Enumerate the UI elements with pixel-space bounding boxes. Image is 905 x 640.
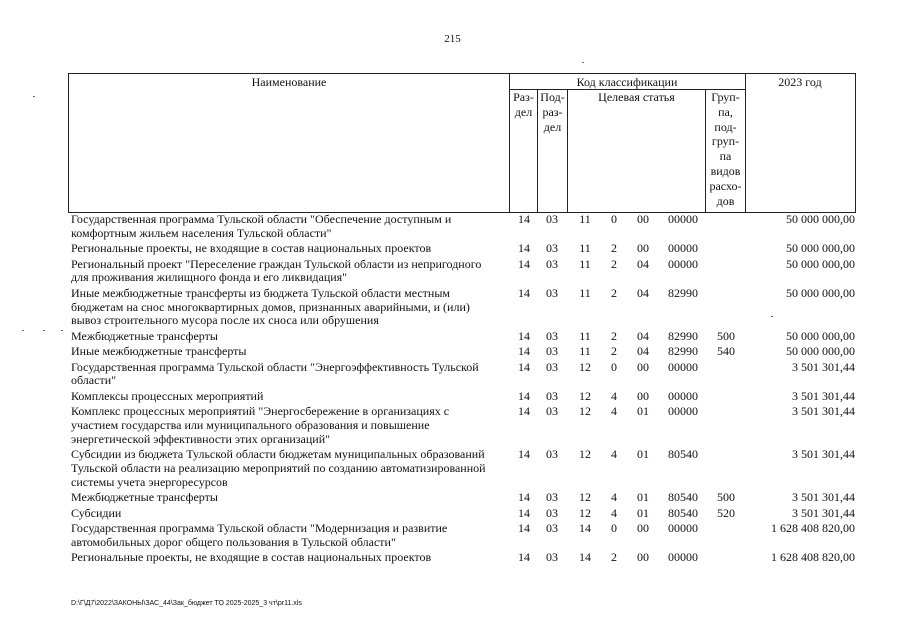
table-row — [0, 522, 905, 551]
page-number: 215 — [444, 33, 461, 45]
table-row — [0, 345, 905, 360]
cell-podrazdel: 03 — [546, 505, 558, 520]
cell-prog: 12 — [579, 490, 591, 505]
cell-dir: 00000 — [668, 241, 698, 256]
row-name — [71, 213, 501, 241]
table-body — [0, 213, 905, 566]
cell-type: 2 — [611, 285, 617, 300]
cell-prog: 11 — [579, 344, 591, 359]
cell-amount: 50 000 000,00 — [786, 285, 855, 300]
cell-sub: 00 — [637, 520, 649, 535]
row-name-line: Государственная программа Тульской области "Энергоэффективность Тульской — [71, 359, 479, 374]
table-row — [0, 213, 905, 242]
cell-dir: 82990 — [668, 285, 698, 300]
scan-speck — [22, 330, 24, 331]
cell-prog: 11 — [579, 241, 591, 256]
cell-prog: 11 — [579, 212, 591, 226]
cell-dir: 00000 — [668, 212, 698, 226]
row-name — [71, 361, 501, 389]
cell-razdel: 14 — [518, 212, 530, 226]
row-name — [71, 345, 501, 359]
cell-dir: 80540 — [668, 447, 698, 462]
row-name-line: вывоз строительного мусора после их сноса или обрушения — [71, 313, 379, 328]
row-name-line: бюджетам на снос многоквартирных домов, признанных аварийными, и (или) — [71, 299, 470, 314]
cell-amount: 50 000 000,00 — [786, 241, 855, 256]
cell-dir: 00000 — [668, 388, 698, 403]
cell-podrazdel: 03 — [546, 447, 558, 462]
cell-dir: 80540 — [668, 490, 698, 505]
cell-amount: 3 501 301,44 — [792, 505, 855, 520]
cell-razdel: 14 — [518, 404, 530, 419]
row-name-line: Субсидии из бюджета Тульской области бюджетам муниципальных образований — [71, 447, 485, 462]
cell-type: 4 — [611, 447, 617, 462]
scan-speck — [582, 62, 584, 63]
row-name — [71, 242, 501, 256]
table-row — [0, 258, 905, 287]
cell-prog: 12 — [579, 359, 591, 374]
cell-sub: 00 — [637, 212, 649, 226]
cell-sub: 01 — [637, 505, 649, 520]
cell-amount: 50 000 000,00 — [786, 344, 855, 359]
cell-podrazdel: 03 — [546, 388, 558, 403]
cell-type: 2 — [611, 256, 617, 271]
row-name-line: Государственная программа Тульской области "Обеспечение доступным и — [71, 212, 452, 226]
scan-speck — [771, 316, 773, 317]
cell-prog: 11 — [579, 285, 591, 300]
cell-sub: 00 — [637, 388, 649, 403]
cell-prog: 12 — [579, 388, 591, 403]
cell-razdel: 14 — [518, 328, 530, 343]
row-name-line: Субсидии — [71, 505, 122, 520]
cell-dir: 82990 — [668, 328, 698, 343]
row-name — [71, 390, 501, 404]
cell-sub: 00 — [637, 241, 649, 256]
cell-prog: 12 — [579, 447, 591, 462]
header-section: Раз- дел — [513, 90, 534, 119]
header-year: 2023 год — [778, 75, 822, 89]
cell-vid: 520 — [717, 505, 735, 520]
cell-amount: 3 501 301,44 — [792, 359, 855, 374]
cell-type: 0 — [611, 359, 617, 374]
cell-sub: 01 — [637, 447, 649, 462]
cell-sub: 00 — [637, 359, 649, 374]
table-row — [0, 242, 905, 257]
row-name-line: системы учета энергоресурсов — [71, 474, 228, 489]
cell-podrazdel: 03 — [546, 212, 558, 226]
cell-razdel: 14 — [518, 520, 530, 535]
cell-razdel: 14 — [518, 550, 530, 565]
row-name-line: Межбюджетные трансферты — [71, 490, 218, 505]
cell-podrazdel: 03 — [546, 404, 558, 419]
cell-razdel: 14 — [518, 505, 530, 520]
row-name-line: Региональные проекты, не входящие в состав национальных проектов — [71, 550, 432, 565]
cell-prog: 12 — [579, 404, 591, 419]
row-name-line: Комплекс процессных мероприятий "Энергосбережение в организациях с — [71, 404, 450, 419]
cell-amount: 1 628 408 820,00 — [771, 520, 855, 535]
cell-amount: 3 501 301,44 — [792, 490, 855, 505]
table-row — [0, 507, 905, 522]
cell-amount: 50 000 000,00 — [786, 256, 855, 271]
cell-amount: 1 628 408 820,00 — [771, 550, 855, 565]
cell-dir: 00000 — [668, 404, 698, 419]
header-group: Груп- па, под- груп- па видов расхо- дов — [709, 90, 742, 208]
cell-razdel: 14 — [518, 490, 530, 505]
cell-prog: 11 — [579, 328, 591, 343]
cell-podrazdel: 03 — [546, 285, 558, 300]
cell-prog: 14 — [579, 520, 591, 535]
cell-podrazdel: 03 — [546, 520, 558, 535]
cell-type: 0 — [611, 212, 617, 226]
cell-razdel: 14 — [518, 256, 530, 271]
row-name — [71, 258, 501, 286]
cell-amount: 3 501 301,44 — [792, 404, 855, 419]
cell-amount: 3 501 301,44 — [792, 388, 855, 403]
cell-dir: 80540 — [668, 505, 698, 520]
cell-type: 2 — [611, 344, 617, 359]
cell-dir: 00000 — [668, 520, 698, 535]
table-row — [0, 448, 905, 491]
header-target: Целевая статья — [598, 90, 675, 104]
cell-amount: 3 501 301,44 — [792, 447, 855, 462]
cell-podrazdel: 03 — [546, 328, 558, 343]
cell-type: 2 — [611, 241, 617, 256]
cell-podrazdel: 03 — [546, 359, 558, 374]
cell-podrazdel: 03 — [546, 490, 558, 505]
cell-razdel: 14 — [518, 241, 530, 256]
scan-speck — [61, 330, 63, 331]
cell-sub: 04 — [637, 344, 649, 359]
row-name — [71, 551, 501, 565]
header-name: Наименование — [251, 75, 327, 89]
cell-podrazdel: 03 — [546, 256, 558, 271]
row-name-line: Региональные проекты, не входящие в состав национальных проектов — [71, 241, 432, 256]
row-name-line: энергетической эффективности этих организаций" — [71, 431, 331, 446]
row-name-line: участием государства или муниципального образования и повышение — [71, 417, 430, 432]
cell-razdel: 14 — [518, 388, 530, 403]
table-row — [0, 361, 905, 390]
table-row — [0, 390, 905, 405]
cell-sub: 04 — [637, 256, 649, 271]
cell-razdel: 14 — [518, 447, 530, 462]
row-name-line: области" — [71, 373, 117, 388]
row-name-line: для проживания жилищного фонда и его ликвидация" — [71, 270, 348, 285]
table-row — [0, 491, 905, 506]
cell-dir: 00000 — [668, 550, 698, 565]
cell-type: 2 — [611, 550, 617, 565]
row-name-line: автомобильных дорог общего пользования в Тульской области" — [71, 534, 396, 549]
file-path-footer: D:\Г\Д7\2022\ЗАКОНЫ\ЗАС_44\Зак_бюджет ТО 2025-2025_3 чт\pr11.xls — [71, 600, 302, 607]
cell-type: 0 — [611, 520, 617, 535]
table-header — [68, 73, 856, 213]
cell-sub: 04 — [637, 328, 649, 343]
cell-prog: 12 — [579, 505, 591, 520]
cell-dir: 82990 — [668, 344, 698, 359]
cell-podrazdel: 03 — [546, 344, 558, 359]
scan-speck — [43, 330, 45, 331]
header-subsection: Под- раз- дел — [540, 90, 565, 134]
cell-dir: 00000 — [668, 256, 698, 271]
row-name-line: Комплексы процессных мероприятий — [71, 388, 264, 403]
row-name-line: Иные межбюджетные трансферты — [71, 344, 247, 359]
row-name-line: Региональный проект "Переселение граждан Тульской области из непригодного — [71, 256, 482, 271]
cell-type: 2 — [611, 328, 617, 343]
row-name-line: Иные межбюджетные трансферты из бюджета Тульской области местным — [71, 285, 450, 300]
row-name — [71, 287, 501, 328]
cell-podrazdel: 03 — [546, 241, 558, 256]
cell-dir: 00000 — [668, 359, 698, 374]
row-name — [71, 405, 501, 446]
row-name — [71, 330, 501, 344]
cell-razdel: 14 — [518, 285, 530, 300]
table-row — [0, 287, 905, 330]
scan-speck — [33, 96, 35, 97]
header-code: Код классификации — [576, 75, 678, 89]
row-name — [71, 522, 501, 550]
cell-razdel: 14 — [518, 344, 530, 359]
cell-vid: 540 — [717, 344, 735, 359]
cell-amount: 50 000 000,00 — [786, 328, 855, 343]
row-name-line: Тульской области на реализацию мероприятий по созданию автоматизированной — [71, 460, 486, 475]
cell-type: 4 — [611, 505, 617, 520]
cell-razdel: 14 — [518, 359, 530, 374]
row-name-line: комфортным жильем населения Тульской области" — [71, 225, 332, 240]
row-name-line: Межбюджетные трансферты — [71, 328, 218, 343]
cell-type: 4 — [611, 388, 617, 403]
cell-type: 4 — [611, 490, 617, 505]
cell-vid: 500 — [717, 328, 735, 343]
row-name-line: Государственная программа Тульской области "Модернизация и развитие — [71, 520, 448, 535]
cell-prog: 11 — [579, 256, 591, 271]
cell-sub: 01 — [637, 404, 649, 419]
cell-prog: 14 — [579, 550, 591, 565]
table-row — [0, 551, 905, 566]
row-name — [71, 491, 501, 505]
row-name — [71, 448, 501, 489]
cell-sub: 00 — [637, 550, 649, 565]
row-name — [71, 507, 501, 521]
cell-type: 4 — [611, 404, 617, 419]
cell-amount: 50 000 000,00 — [786, 212, 855, 226]
table-row — [0, 330, 905, 345]
table-row — [0, 405, 905, 448]
cell-vid: 500 — [717, 490, 735, 505]
cell-sub: 04 — [637, 285, 649, 300]
cell-podrazdel: 03 — [546, 550, 558, 565]
cell-sub: 01 — [637, 490, 649, 505]
